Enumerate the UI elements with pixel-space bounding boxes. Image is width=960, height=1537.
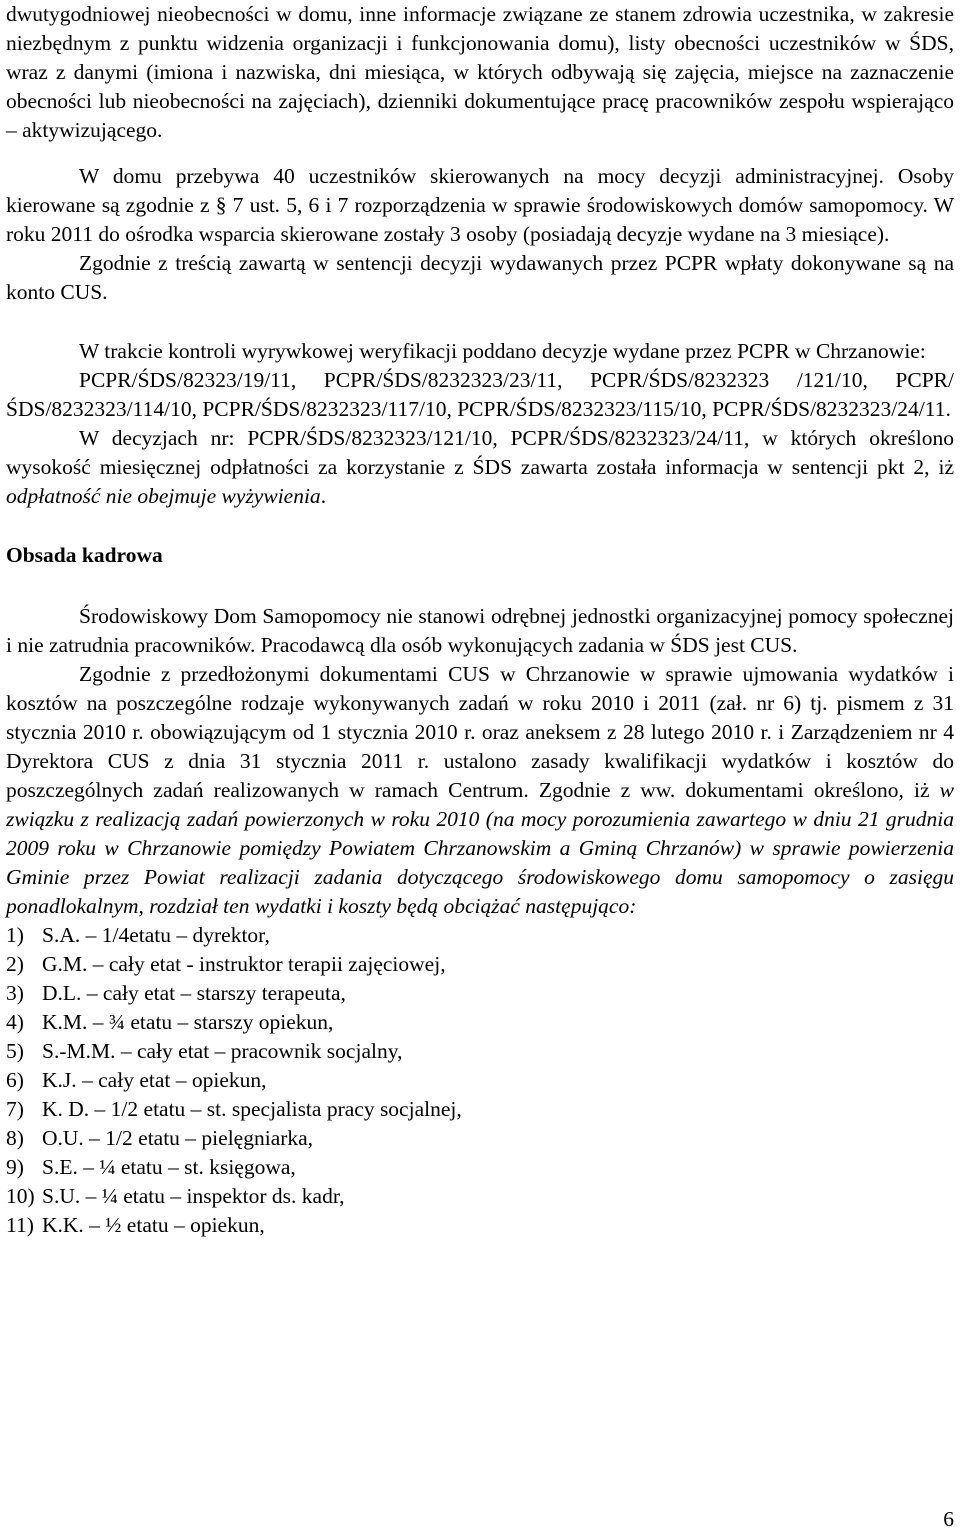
paragraph-cost-rules xyxy=(6,660,954,921)
list-item-text: K.M. – ¾ etatu – starszy opiekun, xyxy=(42,1010,334,1034)
list-item xyxy=(6,1066,954,1095)
cost-rules-emphasis: w związku z realizacją zadań powierzonych w roku 2010 (na mocy porozumienia zawartego w dniu 21 grudnia 2009 roku w Chrzanowie pomiędzy Powiatem Chrzanowskim a Gminą Chrzanów) w sprawie powierzenia Gminie przez Powiat realizacji zadania dotyczącego środowiskowego domu samopomocy o zasięgu ponadlokalnym, rozdział ten wydatki i koszty będą obciążać następująco: xyxy=(6,778,954,918)
paragraph-payments: Zgodnie z treścią zawartą w sentencji decyzji wydawanych przez PCPR wpłaty dokonywane są na konto CUS. xyxy=(6,251,954,304)
paragraph-inspection: W trakcie kontroli wyrywkowej weryfikacji poddano decyzje wydane przez PCPR w Chrzanowie: xyxy=(79,339,926,363)
list-item-text: S.A. – 1/4etatu – dyrektor, xyxy=(42,923,270,947)
list-item-number: 6) xyxy=(6,1068,24,1092)
list-item-number: 9) xyxy=(6,1155,24,1179)
paragraph-participants: W domu przebywa 40 uczestników skierowanych na mocy decyzji administracyjnej. Osoby kierowane są zgodnie z § 7 ust. 5, 6 i 7 rozporządzenia w sprawie środowiskowych domów samopomocy. W roku 2011 do ośrodka wsparcia skierowane zostały 3 osoby (posiadają decyzje wydane na 3 miesiące). xyxy=(6,164,954,246)
list-item xyxy=(6,979,954,1008)
list-item xyxy=(6,1211,954,1240)
decisions-fee-text: W decyzjach nr: PCPR/ŚDS/8232323/121/10, PCPR/ŚDS/8232323/24/11, w których określono wysokość miesięcznej odpłatności za korzystanie z ŚDS zawarta została informacja w sentencji pkt 2, iż xyxy=(6,426,954,479)
list-item xyxy=(6,1008,954,1037)
list-item-number: 4) xyxy=(6,1010,24,1034)
list-item-number: 2) xyxy=(6,952,24,976)
list-item xyxy=(6,950,954,979)
list-item xyxy=(6,1124,954,1153)
staff-list xyxy=(6,921,954,1240)
paragraph-attendance-records: dwutygodniowej nieobecności w domu, inne informacje związane ze stanem zdrowia uczestnika, w zakresie niezbędnym z punktu widzenia organizacji i funkcjonowania domu), listy obecności uczestników w ŚDS, wraz z danymi (imiona i nazwiska, dni miesiąca, w których odbywają się zajęcia, miejsce na zaznaczenie obecności lub nieobecności na zajęciach), dzienniki dokumentujące pracę pracowników zespołu wspierająco – aktywizującego. xyxy=(6,2,954,142)
list-item-text: K. D. – 1/2 etatu – st. specjalista pracy socjalnej, xyxy=(42,1097,462,1121)
list-item xyxy=(6,921,954,950)
list-item xyxy=(6,1153,954,1182)
document-page xyxy=(6,0,954,1240)
list-item-text: K.K. – ½ etatu – opiekun, xyxy=(42,1213,265,1237)
list-item-number: 10) xyxy=(6,1184,35,1208)
decisions-fee-emphasis: odpłatność nie obejmuje wyżywienia xyxy=(6,484,321,508)
paragraph-decision-numbers: PCPR/ŚDS/82323/19/11, PCPR/ŚDS/8232323/23/11, PCPR/ŚDS/8232323 /121/10, PCPR/ŚDS/8232323/114/10, PCPR/ŚDS/8232323/117/10, PCPR/ŚDS/8232323/115/10, PCPR/ŚDS/8232323/24/11. xyxy=(6,368,954,421)
list-item xyxy=(6,1182,954,1211)
cost-rules-text: Zgodnie z przedłożonymi dokumentami CUS w Chrzanowie w sprawie ujmowania wydatków i kosztów na poszczególne rodzaje wykonywanych zadań w roku 2010 i 2011 (zał. nr 6) tj. pismem z 31 stycznia 2010 r. obowiązującym od 1 stycznia 2010 r. oraz aneksem z 28 lutego 2010 r. i Zarządzeniem nr 4 Dyrektora CUS z dnia 31 stycznia 2011 r. ustalono zasady kwalifikacji wydatków i kosztów do poszczególnych zadań realizowanych w ramach Centrum. Zgodnie z ww. dokumentami określono, iż xyxy=(6,662,954,802)
list-item-number: 3) xyxy=(6,981,24,1005)
list-item-number: 1) xyxy=(6,923,24,947)
list-item-number: 8) xyxy=(6,1126,24,1150)
list-item xyxy=(6,1037,954,1066)
list-item-number: 7) xyxy=(6,1097,24,1121)
list-item-text: G.M. – cały etat - instruktor terapii zajęciowej, xyxy=(42,952,446,976)
decisions-fee-end: . xyxy=(320,484,327,508)
list-item-text: K.J. – cały etat – opiekun, xyxy=(42,1068,267,1092)
paragraph-decisions-fee xyxy=(6,424,954,511)
list-item-text: D.L. – cały etat – starszy terapeuta, xyxy=(42,981,346,1005)
section-heading: Obsada kadrowa xyxy=(6,543,163,567)
page-number: 6 xyxy=(943,1507,954,1531)
list-item-text: S.E. – ¼ etatu – st. księgowa, xyxy=(42,1155,296,1179)
list-item-text: O.U. – 1/2 etatu – pielęgniarka, xyxy=(42,1126,314,1150)
list-item xyxy=(6,1095,954,1124)
list-item-text: S.-M.M. – cały etat – pracownik socjalny, xyxy=(42,1039,403,1063)
list-item-number: 11) xyxy=(6,1213,34,1237)
list-item-text: S.U. – ¼ etatu – inspektor ds. kadr, xyxy=(42,1184,345,1208)
list-item-number: 5) xyxy=(6,1039,24,1063)
paragraph-staff-status: Środowiskowy Dom Samopomocy nie stanowi odrębnej jednostki organizacyjnej pomocy społecznej i nie zatrudnia pracowników. Pracodawcą dla osób wykonujących zadania w ŚDS jest CUS. xyxy=(6,604,954,657)
